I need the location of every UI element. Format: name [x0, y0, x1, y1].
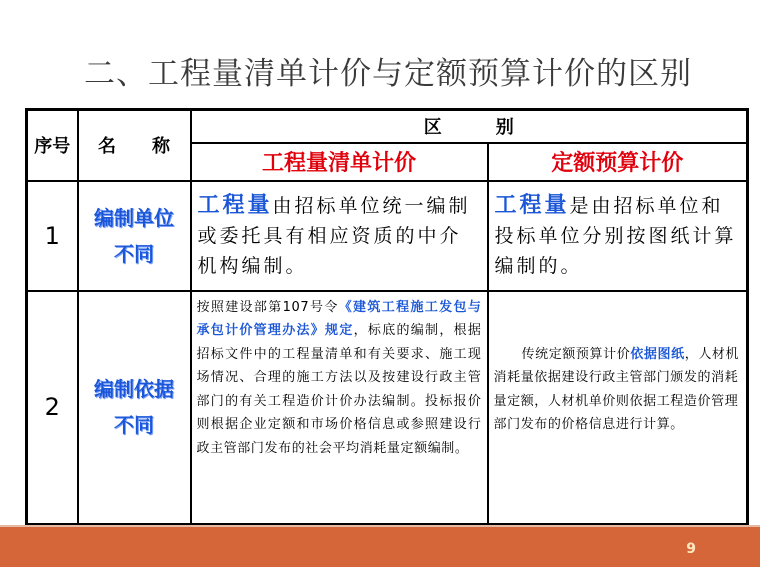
page-title: 二、工程量清单计价与定额预算计价的区别: [84, 56, 692, 92]
cell-text: ，人材机消耗量依据建设行政主管部门颁发的消耗量定额，人材机单价则依据工程造价管理部门发布的价格信息进行计算。: [493, 346, 740, 432]
row-bill-cell: [191, 291, 488, 525]
table-row: [27, 181, 748, 291]
row-name-line1: 编制依据: [94, 377, 174, 402]
header-number: 序号: [27, 110, 78, 181]
footer-bar: [0, 527, 760, 567]
header-bill-of-quantities: 工程量清单计价: [191, 143, 488, 181]
cell-text-pre: 按照建设部第107号令: [196, 299, 339, 315]
cell-text-pre: 传统定额预算计价: [521, 346, 631, 362]
cell-text: 是由招标单位和投标单位分别按图纸计算编制的。: [494, 194, 737, 277]
header-quota-budget: 定额预算计价: [488, 143, 748, 181]
row-name-line2: 不同: [114, 241, 154, 266]
comparison-table: [25, 108, 749, 526]
row-number: 2: [27, 291, 78, 525]
row-bill-cell: [191, 181, 488, 291]
header-name: 名 称: [78, 110, 191, 181]
row-quota-cell: [488, 181, 748, 291]
row-name-line1: 编制单位: [94, 205, 174, 230]
regulation-reference: 《建筑工程施工发包与承包计价管理办法》规定: [196, 299, 482, 338]
row-quota-cell: [488, 291, 748, 525]
header-difference: 区 别: [191, 110, 748, 143]
page-number: 9: [686, 541, 696, 557]
basis-reference: 依据图纸: [630, 346, 685, 362]
row-name: [78, 181, 191, 291]
row-name: [78, 291, 191, 525]
cell-text: 由招标单位统一编制或委托具有相应资质的中介机构编制。: [197, 194, 471, 277]
lead-term: 工程量: [197, 192, 273, 218]
row-name-line2: 不同: [114, 413, 154, 438]
row-number: 1: [27, 181, 78, 291]
table-row: [27, 291, 748, 525]
lead-term: 工程量: [494, 192, 570, 218]
cell-text: ，标底的编制，根据招标文件中的工程量清单和有关要求、施工现场情况、合理的施工方法以及按建设行政主管部门的有关工程造价计价办法编制。投标报价则根据企业定额和市场价格信息或参照建设行政主管部门发布的社会平均消耗量定额编制。: [196, 323, 482, 456]
